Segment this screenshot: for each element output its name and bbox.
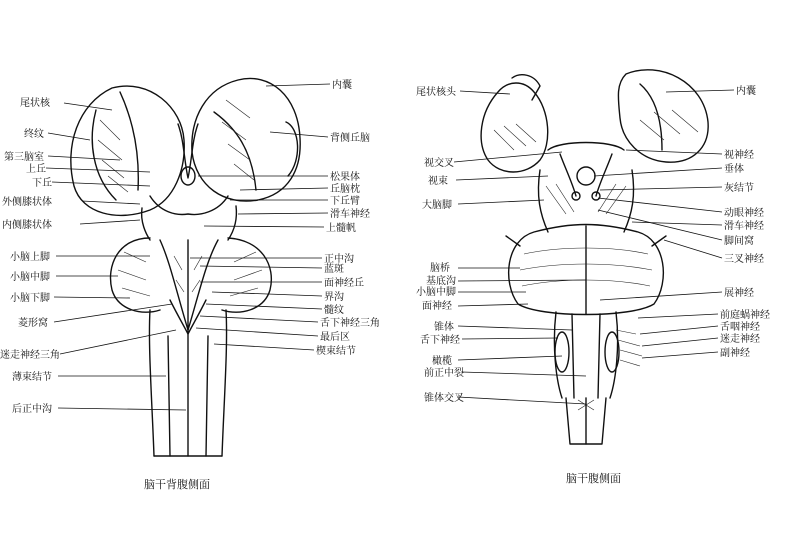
label-median-sulcus: 正中沟 [324,254,354,265]
label-pulvinar: 丘脑枕 [330,184,360,195]
label-pons: 脑桥 [430,263,450,274]
label-tuber-cinereum: 灰结节 [724,183,754,194]
caption-ventral-view: 脑干腹侧面 [566,472,621,485]
label-head-of-caudate-nucleus: 尾状核头 [416,87,456,98]
label-oculomotor-nerve: 动眼神经 [724,208,764,219]
label-trigeminal-nerve: 三叉神经 [724,254,764,265]
label-hypophysis: 垂体 [724,164,744,175]
label-abducens-nerve: 展神经 [724,288,754,299]
label-trochlear-nerve-ventral: 滑车神经 [724,221,764,232]
ventral-labels [416,84,770,485]
label-striae-medullares: 髓纹 [324,305,344,316]
label-stria-terminalis: 终纹 [24,129,44,140]
label-olive: 橄榄 [432,356,452,367]
label-middle-cerebellar-peduncle-ventral: 小脑中脚 [416,287,456,298]
label-facial-colliculus: 面神经丘 [324,278,364,289]
label-optic-nerve: 视神经 [724,150,754,161]
label-dorsal-thalamus: 背侧丘脑 [330,133,370,144]
label-third-ventricle: 第三脑室 [4,152,44,163]
label-brachium-of-inferior-colliculus: 下丘臂 [330,196,360,207]
label-rhomboid-fossa: 菱形窝 [18,318,48,329]
label-superior-colliculus: 上丘 [26,164,46,175]
label-medial-geniculate-body: 内侧膝状体 [2,220,52,231]
label-vagal-trigone: 迷走神经三角 [0,350,60,361]
ventral-brainstem-figure [481,70,708,444]
label-superior-cerebellar-peduncle: 小脑上脚 [10,252,50,263]
label-lateral-geniculate-body: 外侧膝状体 [2,197,52,208]
label-cuneate-tubercle: 楔束结节 [316,346,356,357]
label-anterior-median-fissure: 前正中裂 [424,368,464,379]
label-sulcus-limitans: 界沟 [324,292,344,303]
label-locus-coeruleus: 蓝斑 [324,264,344,275]
label-superior-medullary-velum: 上髓帆 [326,223,356,234]
label-inferior-cerebellar-peduncle: 小脑下脚 [10,293,50,304]
dorsal-labels [0,78,380,491]
label-basilar-sulcus: 基底沟 [426,276,456,287]
label-pyramidal-decussation: 锥体交叉 [424,393,464,404]
label-middle-cerebellar-peduncle: 小脑中脚 [10,272,50,283]
label-cerebral-peduncle: 大脑脚 [422,200,452,211]
label-pineal-body: 松果体 [330,172,360,183]
label-posterior-median-sulcus: 后正中沟 [12,404,52,415]
label-facial-nerve: 面神经 [422,301,452,312]
label-interpeduncular-fossa: 脚间窝 [724,236,754,247]
label-vagus-nerve: 迷走神经 [720,334,760,345]
label-optic-chiasm: 视交叉 [424,158,454,169]
label-trochlear-nerve: 滑车神经 [330,209,370,220]
label-optic-tract: 视束 [428,176,448,187]
label-vestibulocochlear-nerve: 前庭蜗神经 [720,310,770,321]
label-caudate-nucleus: 尾状核 [20,98,50,109]
label-accessory-nerve: 副神经 [720,348,750,359]
label-hypoglossal-trigone: 舌下神经三角 [320,318,380,329]
label-pyramid: 锥体 [434,322,454,333]
label-gracile-tubercle: 薄束结节 [12,372,52,383]
ventral-leader-lines [454,90,734,404]
caption-dorsal-view: 脑干背腹侧面 [144,478,210,491]
label-internal-capsule: 内囊 [332,80,352,91]
label-glossopharyngeal-nerve: 舌咽神经 [720,322,760,333]
label-hypoglossal-nerve: 舌下神经 [420,335,460,346]
label-inferior-colliculus: 下丘 [32,178,52,189]
label-internal-capsule-ventral: 内囊 [736,86,756,97]
label-area-postrema: 最后区 [320,332,350,343]
